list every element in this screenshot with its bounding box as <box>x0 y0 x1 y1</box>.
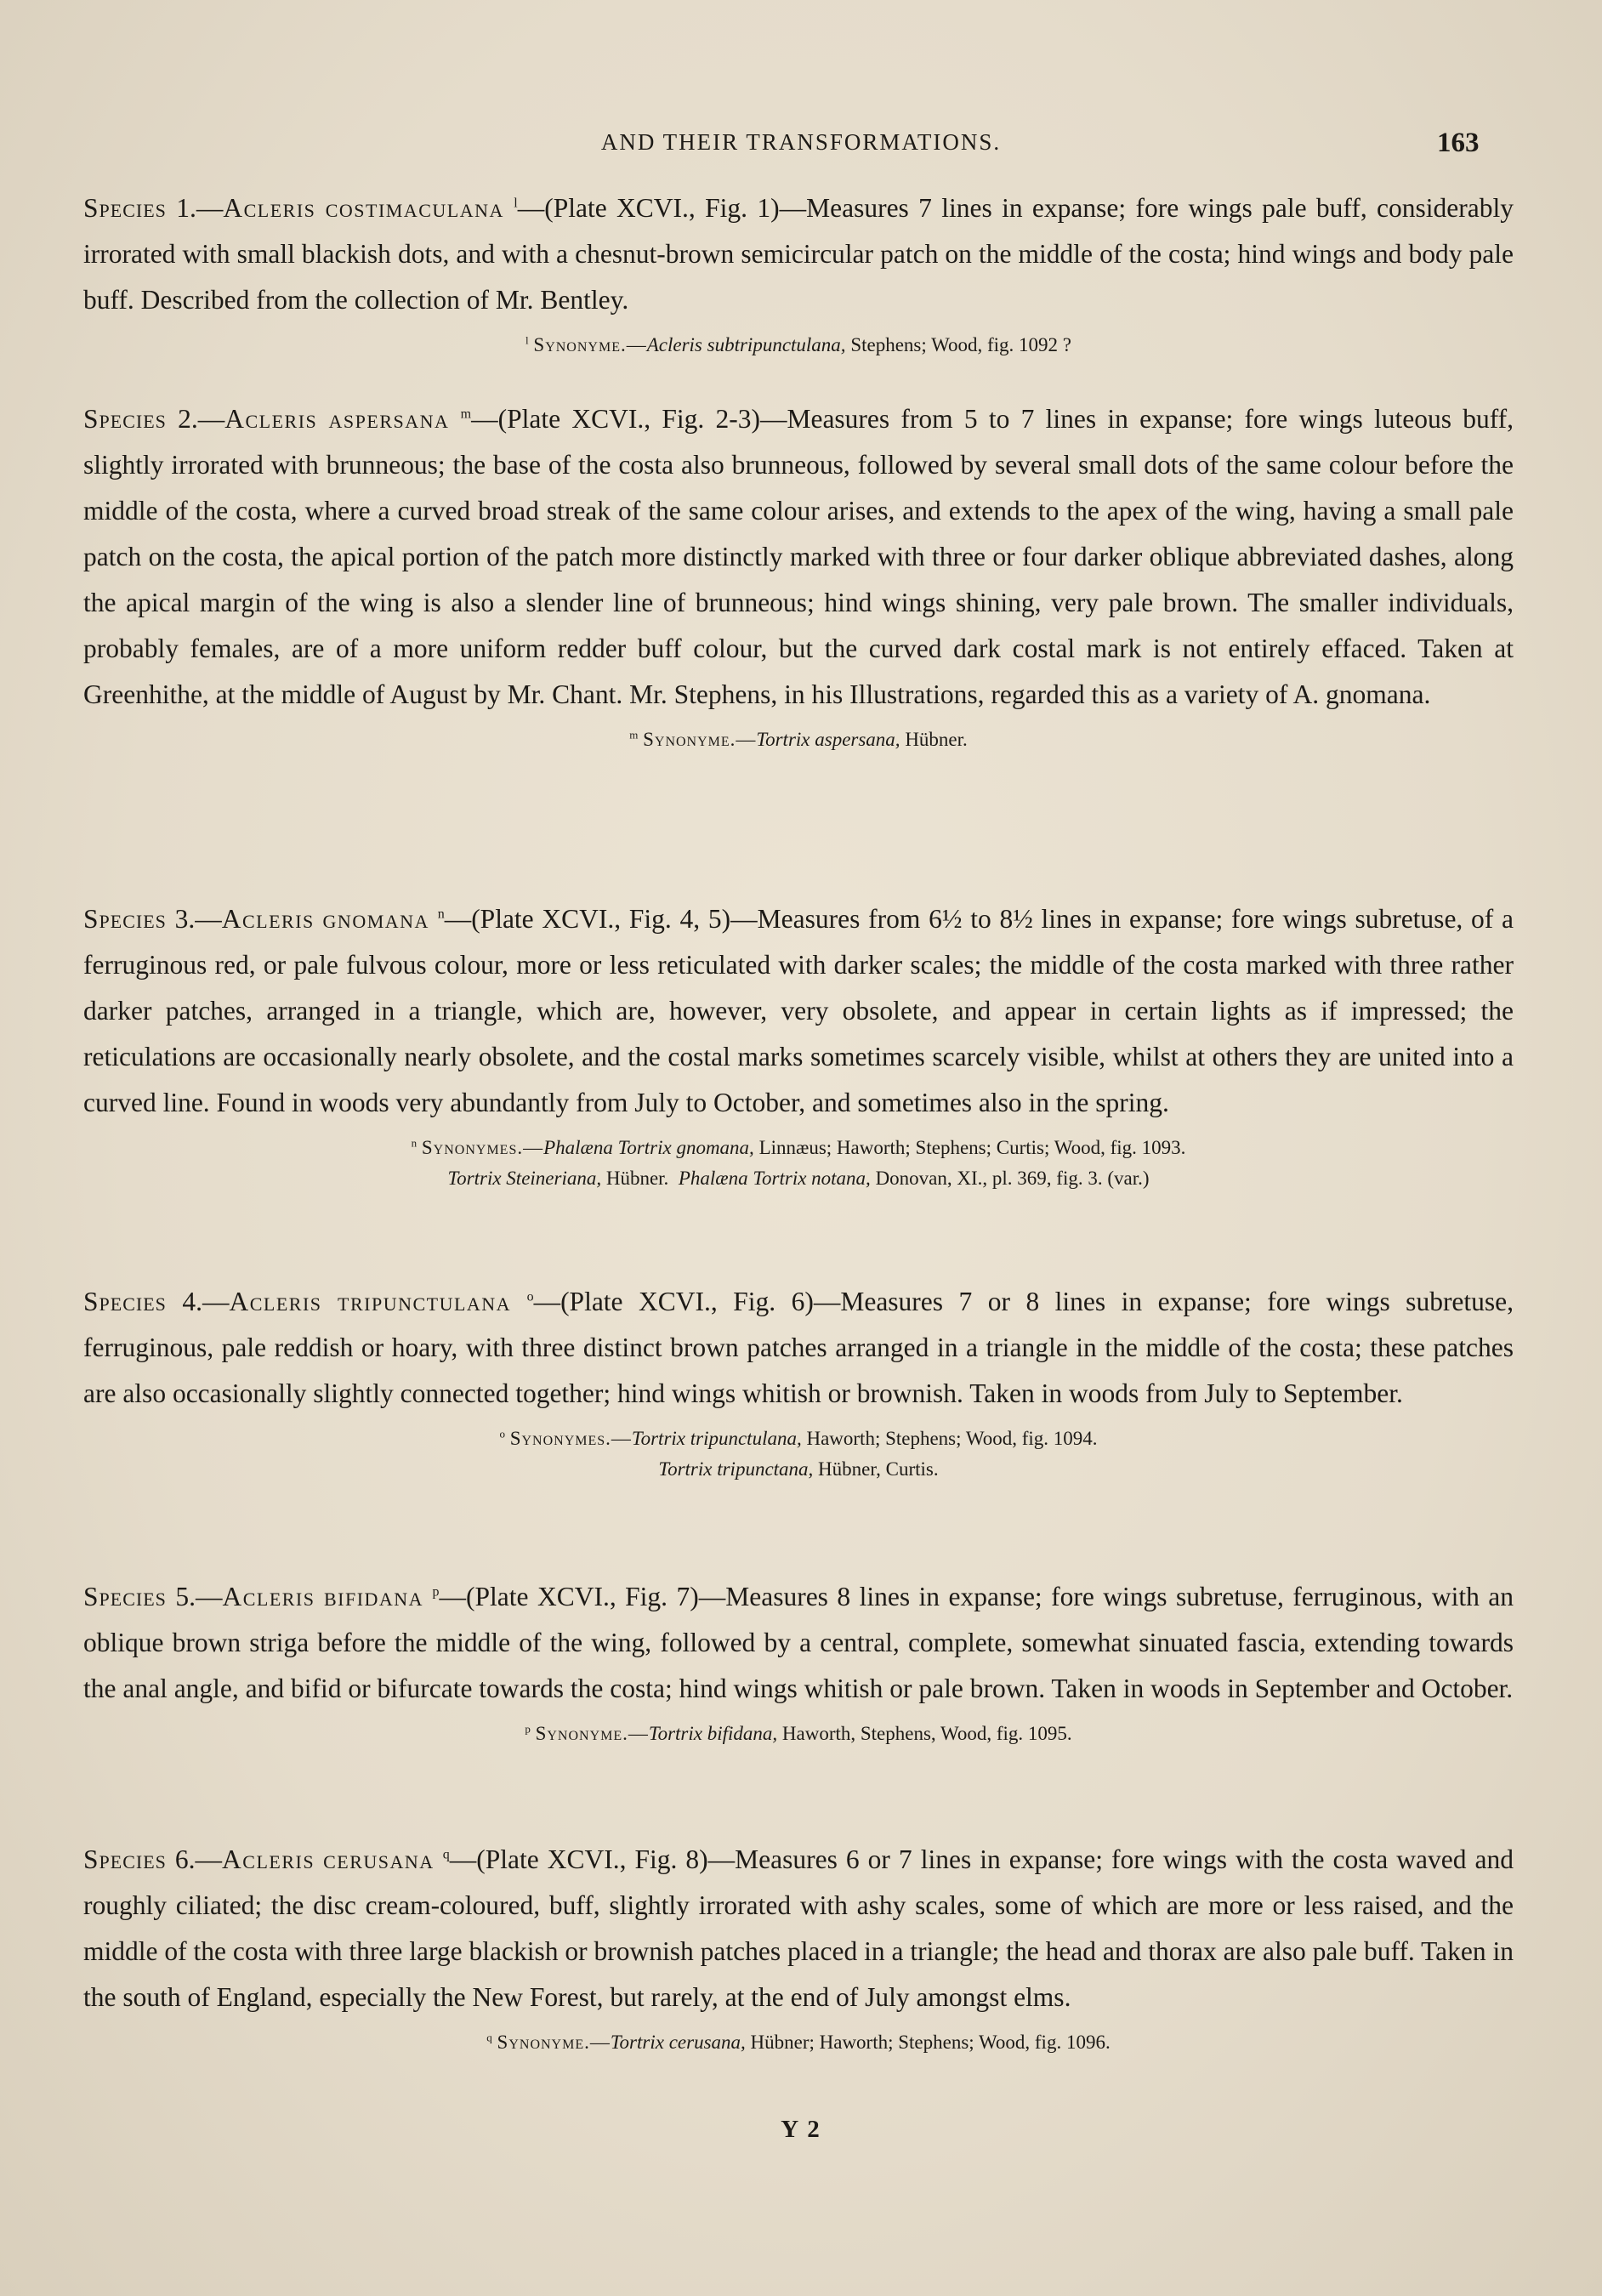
synonym-authorities: Donovan, XI., pl. 369, fig. 3. (var.) <box>870 1168 1150 1189</box>
species-description: —(Plate XCVI., Fig. 1)—Measures 7 lines in expanse; fore wings pale buff, considerably irrorated with small blackish dots, and with a chesnut-brown semicircular patch on the middle of the costa; hind wings and body pale buff. Described from the collection of Mr. Bentley. <box>83 193 1514 315</box>
running-title: AND THEIR TRANSFORMATIONS. <box>600 129 1002 155</box>
footnote-mark: l <box>525 333 529 347</box>
species-entry <box>83 1837 1514 2058</box>
genus-name: Acleris <box>229 1287 322 1316</box>
synonym-name: Tortrix tripunctana, <box>658 1458 814 1480</box>
synonymy-line <box>83 1133 1514 1163</box>
species-entry <box>83 185 1514 361</box>
genus-name: Acleris <box>221 904 315 934</box>
synonymy-line <box>83 725 1514 755</box>
synonym-name: Phalæna Tortrix gnomana, <box>543 1137 754 1158</box>
synonymy-line <box>83 1719 1514 1749</box>
synonym-name: Tortrix Steineriana, <box>447 1168 602 1189</box>
species-name: cerusana <box>323 1844 435 1874</box>
synonymy-heading: Synonyme.— <box>497 2032 611 2053</box>
footnote-mark: n <box>411 1136 418 1150</box>
synonym-name: Phalæna Tortrix notana, <box>678 1168 871 1189</box>
synonymy-heading: Synonyme.— <box>533 334 647 355</box>
species-paragraph <box>83 1837 1514 2020</box>
synonymy-line <box>83 330 1514 361</box>
species-label: Species <box>83 193 167 223</box>
footnote-mark: p <box>525 1722 531 1736</box>
species-number: 6.— <box>174 1844 223 1874</box>
footnote-mark: q <box>486 2031 492 2044</box>
species-name: aspersana <box>328 404 450 434</box>
species-paragraph <box>83 1279 1514 1417</box>
footnote-mark: m <box>629 728 639 742</box>
synonymy-line <box>83 1163 1514 1194</box>
species-name: tripunctulana <box>338 1287 512 1316</box>
species-entry <box>83 396 1514 755</box>
footnote-mark: m <box>460 406 472 422</box>
species-label: Species <box>83 404 167 434</box>
synonym-name: Acleris subtripunctulana, <box>646 334 846 355</box>
species-entry <box>83 1574 1514 1749</box>
synonym-authorities: Stephens; Wood, fig. 1092 ? <box>845 334 1071 355</box>
species-number: 3.— <box>174 904 222 934</box>
genus-name: Acleris <box>222 1844 315 1874</box>
synonymy-heading: Synonymes.— <box>421 1137 544 1158</box>
species-description: —(Plate XCVI., Fig. 4, 5)—Measures from 6½ to 8½ lines in expanse; fore wings subretuse, of a ferruginous red, or pale fulvous colour, more or less reticulated with darker scales; the middle of the costa marked with three rather darker patches, arranged in a triangle, which are, however, very obsolete, and appear in certain lights as if impressed; the reticulations are occasionally nearly obsolete, and the costal marks sometimes scarcely visible, whilst at others they are united into a curved line. Found in woods very abundantly from July to October, and sometimes also in the spring. <box>83 904 1514 1117</box>
species-entry <box>83 1279 1514 1485</box>
synonymy-line <box>83 2027 1514 2058</box>
species-label: Species <box>83 1287 167 1316</box>
species-description: —(Plate XCVI., Fig. 8)—Measures 6 or 7 lines in expanse; fore wings with the costa waved and roughly ciliated; the disc cream-coloured, buff, slightly irrorated with ashy scales, some of which are more or less raised, and the middle of the costa with three large blackish or brownish patches placed in a triangle; the head and thorax are also pale buff. Taken in the south of England, especially the New Forest, but rarely, at the end of July amongst elms. <box>83 1844 1514 2012</box>
synonymy-line <box>83 1454 1514 1485</box>
species-name: gnomana <box>322 904 429 934</box>
page-number: 163 <box>1437 128 1480 158</box>
species-paragraph <box>83 396 1514 718</box>
synonymy-heading: Synonyme.— <box>643 729 757 750</box>
synonym-authorities: Linnæus; Haworth; Stephens; Curtis; Wood, fig. 1093. <box>753 1137 1186 1158</box>
species-name: bifidana <box>323 1582 424 1611</box>
species-description: —(Plate XCVI., Fig. 7)—Measures 8 lines in expanse; fore wings subretuse, ferruginous, with an oblique brown striga before the middle of the wing, followed by a central, complete, somewhat sinuated fascia, extending towards the anal angle, and bifid or bifurcate towards the costa; hind wings whitish or pale brown. Taken in woods in September and October. <box>83 1582 1514 1703</box>
footnote-mark: p <box>432 1584 440 1600</box>
synonym-authorities: Hübner; Haworth; Stephens; Wood, fig. 1096. <box>745 2032 1111 2053</box>
species-paragraph <box>83 896 1514 1126</box>
synonymy-line <box>83 1424 1514 1454</box>
species-name: costimaculana <box>325 193 504 223</box>
synonym-name: Tortrix bifidana, <box>648 1723 778 1744</box>
species-paragraph <box>83 1574 1514 1712</box>
synonymy-heading: Synonyme.— <box>535 1723 649 1744</box>
synonym-authorities: Haworth, Stephens, Wood, fig. 1095. <box>777 1723 1072 1744</box>
species-number: 5.— <box>175 1582 223 1611</box>
synonym-authorities: Haworth; Stephens; Wood, fig. 1094. <box>801 1428 1098 1449</box>
species-number: 2.— <box>178 404 225 434</box>
footnote-mark: o <box>526 1289 534 1304</box>
species-number: 1.— <box>176 193 224 223</box>
species-number: 4.— <box>182 1287 230 1316</box>
synonym-name: Tortrix tripunctulana, <box>631 1428 802 1449</box>
species-entry <box>83 896 1514 1194</box>
signature-mark: Y 2 <box>781 2116 821 2143</box>
species-description: —(Plate XCVI., Fig. 2-3)—Measures from 5 to 7 lines in expanse; fore wings luteous buff, slightly irrorated with brunneous; the base of the costa also brunneous, followed by several small dots of the same colour before the middle of the costa, where a curved broad streak of the same colour arises, and extends to the apex of the wing, having a small pale patch on the costa, the apical portion of the patch more distinctly marked with three or four darker oblique abbreviated dashes, along the apical margin of the wing is also a slender line of brunneous; hind wings shining, very pale brown. The smaller individuals, probably females, are of a more uniform redder buff colour, but the curved dark costal mark is not entirely effaced. Taken at Greenhithe, at the middle of August by Mr. Chant. Mr. Stephens, in his Illustrations, regarded this as a variety of A. gnomana. <box>83 404 1514 709</box>
synonym-authorities: Hübner. <box>900 729 968 750</box>
species-description: —(Plate XCVI., Fig. 6)—Measures 7 or 8 lines in expanse; fore wings subretuse, ferruginous, pale reddish or hoary, with three distinct brown patches arranged in a triangle in the middle of the costa; these patches are also occasionally slightly connected together; hind wings whitish or brownish. Taken in woods from July to September. <box>83 1287 1514 1408</box>
synonym-authorities: Hübner, Curtis. <box>813 1458 939 1480</box>
species-label: Species <box>83 1844 167 1874</box>
footnote-mark: n <box>437 906 445 922</box>
footnote-mark: l <box>514 196 518 211</box>
footnote-mark: q <box>442 1847 450 1862</box>
synonym-name: Tortrix aspersana, <box>756 729 900 750</box>
synonymy-heading: Synonymes.— <box>509 1428 632 1449</box>
footnote-mark: o <box>499 1427 505 1441</box>
genus-name: Acleris <box>222 1582 315 1611</box>
species-label: Species <box>83 904 167 934</box>
species-paragraph <box>83 185 1514 323</box>
genus-name: Acleris <box>223 193 316 223</box>
species-label: Species <box>83 1582 167 1611</box>
genus-name: Acleris <box>224 404 318 434</box>
synonym-authorities: Hübner. <box>601 1168 669 1189</box>
synonym-name: Tortrix cerusana, <box>610 2032 746 2053</box>
